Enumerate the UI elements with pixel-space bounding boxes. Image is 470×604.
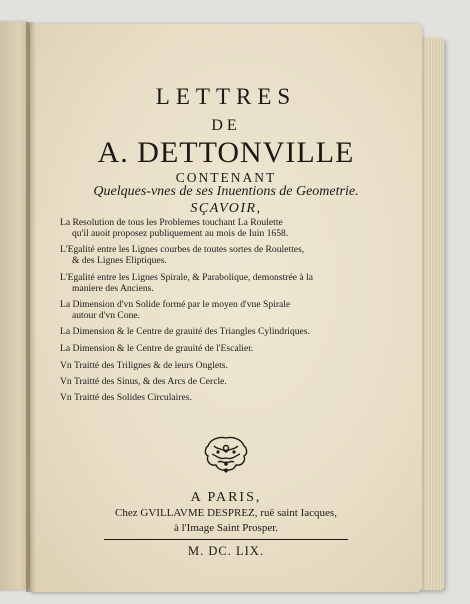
list-item: La Dimension & le Centre de grauité des Triangles Cylindriques. [60,326,310,337]
title-subtitle: Quelques-vnes de ses Inuentions de Geometrie. [93,184,359,199]
list-item: La Resolution de tous les Problemes touchant La Roulette [60,217,283,228]
list-item: La Dimension d'vn Solide formé par le moyen d'vne Spirale [60,299,291,310]
imprint-year: M. DC. LIX. [188,544,264,558]
title-scavoir: SÇAVOIR, [190,201,262,216]
spine-shadow [26,22,36,592]
list-item: La Dimension & le Centre de grauité de l'Escalier. [60,343,254,354]
list-item: Vn Traitté des Solides Circulaires. [60,392,192,403]
imprint-sign: à l'Image Saint Prosper. [173,522,279,534]
list-item-continued: maniere des Anciens. [72,283,154,294]
title-lettres: LETTRES [155,84,297,109]
title-page [30,24,422,592]
list-item: Vn Traitté des Sinus, & des Arcs de Cercle. [60,376,227,387]
title-de: DE [211,117,241,134]
divider-rule [104,539,348,540]
imprint-printer: Chez GVILLAVME DESPREZ, ruë saint Iacques, [115,507,337,519]
list-item: L'Egalité entre les Lignes Spirale, & Parabolique, demonstrée à la [60,272,313,283]
list-item: Vn Traitté des Trilignes & de leurs Onglets. [60,360,228,371]
list-item-continued: qu'il auoit proposez publiquement au mois de Iuin 1658. [72,228,289,239]
list-item-continued: & des Lignes Eliptiques. [72,255,167,266]
title-author: A. DETTONVILLE [97,136,355,169]
title-contenant: CONTENANT [175,170,277,185]
list-item: L'Egalité entre les Lignes courbes de toutes sortes de Roulettes, [60,244,305,255]
list-item-continued: autour d'vn Cone. [72,310,141,321]
imprint-city: A PARIS, [190,490,262,505]
printer-ornament-icon [200,434,252,474]
